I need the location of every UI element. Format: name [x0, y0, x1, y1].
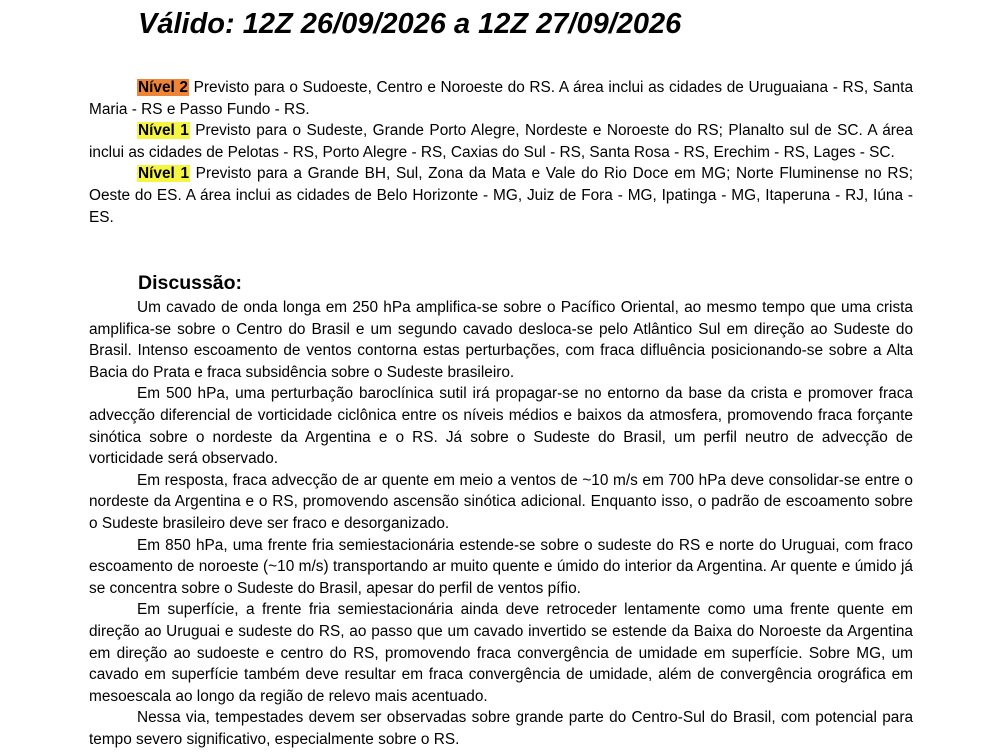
- level-description: Previsto para a Grande BH, Sul, Zona da Mata e Vale do Rio Doce em MG; Norte Fluminense no RS; Oeste do ES. A área inclui as cidades de Belo Horizonte - MG, Juiz de Fora - MG, Ipatinga - MG, Itaperuna - RJ, Iúna - ES.: [89, 165, 913, 226]
- discussion-paragraph: Em 850 hPa, uma frente fria semiestacionária estende-se sobre o sudeste do RS e norte do Uruguai, com fraco escoamento de noroeste (~10 m/s) transportando ar muito quente e úmido do interior da Argentina. Ar quente e úmido já se concentra sobre o Sudeste do Brasil, apesar do perfil de ventos pífio.: [89, 536, 913, 597]
- level-badge: Nível 1: [138, 122, 189, 140]
- level-description: Previsto para o Sudoeste, Centro e Noroeste do RS. A área inclui as cidades de Uruguaiana - RS, Santa Maria - RS e Passo Fundo - RS.: [89, 79, 913, 118]
- discussion-paragraph: Em resposta, fraca advecção de ar quente em meio a ventos de ~10 m/s em 700 hPa deve consolidar-se entre o nordeste da Argentina e o RS, promovendo ascensão sinótica adicional. Enquanto isso, o padrão de escoamento sobre o Sudeste brasileiro deve ser fraco e desorganizado.: [89, 471, 913, 532]
- level-badge: Nível 2: [138, 79, 188, 96]
- page-title: Válido: 12Z 26/09/2026 a 12Z 27/09/2026: [138, 8, 682, 40]
- risk-level-item: [89, 163, 913, 228]
- level-description: Previsto para o Sudeste, Grande Porto Alegre, Nordeste e Noroeste do RS; Planalto sul de SC. A área inclui as cidades de Pelotas - RS, Porto Alegre - RS, Caxias do Sul - RS, Santa Rosa - RS, Erechim - RS, Lages - SC.: [89, 122, 913, 161]
- risk-level-item: [89, 77, 913, 120]
- discussion-paragraph: Em 500 hPa, uma perturbação baroclínica sutil irá propagar-se no entorno da base da crista e promover fraca advecção diferencial de vorticidade ciclônica entre os níveis médios e baixos da atmosfera, promovendo fraca forçante sinótica sobre o nordeste da Argentina e o RS. Já sobre o Sudeste do Brasil, um perfil neutro de advecção de vorticidade será observado.: [89, 385, 913, 468]
- risk-levels: [89, 77, 913, 228]
- discussion-heading: Discussão:: [138, 272, 243, 294]
- discussion-paragraph: Nessa via, tempestades devem ser observadas sobre grande parte do Centro-Sul do Brasil, com potencial para tempo severo significativo, especialmente sobre o RS.: [89, 709, 913, 748]
- risk-level-item: [89, 120, 913, 163]
- level-badge: Nível 1: [138, 165, 190, 183]
- discussion-body: [89, 297, 913, 750]
- discussion-paragraph: Em superfície, a frente fria semiestacionária ainda deve retroceder lentamente como uma frente quente em direção ao Uruguai e sudeste do RS, ao passo que um cavado invertido se estende da Baixa do Noroeste da Argentina em direção ao sudoeste e centro do RS, promovendo fraca convergência de umidade em superfície. Sobre MG, um cavado em superfície também deve resultar em fraca convergência de umidade, além de convergência orográfica em mesoescala ao longo da região de relevo mais acentuado.: [89, 601, 913, 705]
- discussion-paragraph: Um cavado de onda longa em 250 hPa amplifica-se sobre o Pacífico Oriental, ao mesmo tempo que uma crista amplifica-se sobre o Centro do Brasil e um segundo cavado desloca-se pelo Atlântico Sul em direção ao Sudeste do Brasil. Intenso escoamento de ventos contorna estas perturbações, com fraca difluência posicionando-se sobre a Alta Bacia do Prata e fraca subsidência sobre o Sudeste brasileiro.: [89, 299, 913, 381]
